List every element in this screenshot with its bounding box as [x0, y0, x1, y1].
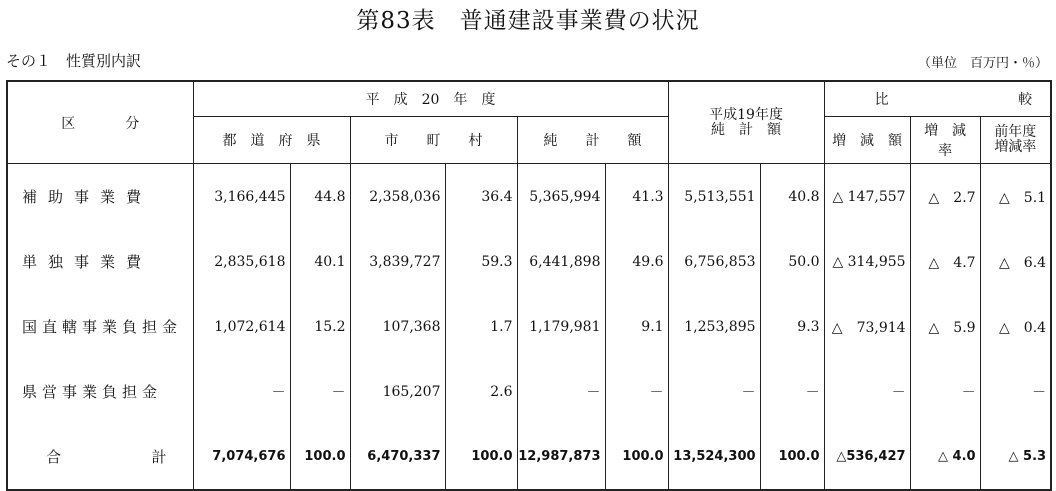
cell-muni-percent: 59.3: [445, 229, 517, 294]
cell-muni-percent: 2.6: [445, 359, 517, 424]
cell-h19-amount: 6,756,853: [668, 229, 760, 294]
cell-prev-rate: △ 6.4: [980, 229, 1051, 294]
row-label: 補助事業費: [7, 164, 193, 230]
table-row: [7, 359, 1051, 424]
page-title: 第83表 普通建設事業費の状況: [356, 8, 700, 34]
cell-pref-amount: 2,835,618: [193, 229, 290, 294]
table-subtitle: その１ 性質別内訳: [6, 52, 142, 70]
cell-net-amount: 1,179,981: [517, 294, 605, 359]
row-label: 単独事業費: [7, 229, 193, 294]
header-h19-line1: 平成19年度: [709, 106, 783, 123]
header-muni: 市 町 村: [350, 117, 517, 164]
header-h19-group: [668, 81, 824, 164]
header-compare-left: 比: [874, 92, 889, 108]
cell-muni-percent: 36.4: [445, 164, 517, 230]
total-label-left: 合: [46, 448, 62, 466]
row-label: 県営事業負担金: [7, 359, 193, 424]
header-h19-line2: 純 計 額: [711, 121, 782, 138]
total-muni-amount: 6,470,337: [350, 424, 445, 490]
total-row: [7, 424, 1051, 490]
cell-muni-amount: 107,368: [350, 294, 445, 359]
header-diff: 増 減 額: [824, 117, 910, 164]
header-prev-rate: [980, 117, 1051, 164]
total-h19-percent: 100.0: [760, 424, 824, 490]
cell-h19-percent: 40.8: [760, 164, 824, 230]
cell-net-percent: －: [605, 359, 668, 424]
cell-prev-rate: △ 5.1: [980, 164, 1051, 230]
header-net: 純 計 額: [517, 117, 668, 164]
header-prev-rate-line1: 前年度: [994, 124, 1037, 140]
cell-prev-rate: △ 0.4: [980, 294, 1051, 359]
cell-net-percent: 41.3: [605, 164, 668, 230]
header-kubun: [7, 81, 193, 164]
total-diff: △536,427: [824, 424, 910, 490]
cell-h19-amount: －: [668, 359, 760, 424]
cell-pref-amount: 1,072,614: [193, 294, 290, 359]
total-pref-amount: 7,074,676: [193, 424, 290, 490]
header-kubun-right: 分: [125, 115, 140, 132]
cell-h19-amount: 5,513,551: [668, 164, 760, 230]
cell-net-percent: 9.1: [605, 294, 668, 359]
construction-cost-table: [6, 80, 1052, 491]
cell-muni-amount: 165,207: [350, 359, 445, 424]
header-rate: 増 減 率: [910, 117, 980, 164]
row-label: 国直轄事業負担金: [7, 294, 193, 359]
total-net-percent: 100.0: [605, 424, 668, 490]
cell-diff: △ 147,557: [824, 164, 910, 230]
cell-muni-amount: 2,358,036: [350, 164, 445, 230]
cell-rate: △ 2.7: [910, 164, 980, 230]
cell-net-percent: 49.6: [605, 229, 668, 294]
cell-net-amount: 6,441,898: [517, 229, 605, 294]
header-kubun-left: 区: [61, 115, 76, 132]
cell-prev-rate: －: [980, 359, 1051, 424]
header-compare-group: [824, 81, 1051, 117]
total-label-right: 計: [151, 448, 167, 466]
cell-muni-amount: 3,839,727: [350, 229, 445, 294]
header-compare-right: 較: [1018, 92, 1033, 108]
cell-h19-percent: －: [760, 359, 824, 424]
cell-pref-percent: 44.8: [290, 164, 350, 230]
cell-h19-amount: 1,253,895: [668, 294, 760, 359]
cell-pref-amount: －: [193, 359, 290, 424]
cell-h19-percent: 9.3: [760, 294, 824, 359]
table-row: [7, 164, 1051, 230]
cell-net-amount: 5,365,994: [517, 164, 605, 230]
cell-rate: －: [910, 359, 980, 424]
cell-rate: △ 5.9: [910, 294, 980, 359]
total-pref-percent: 100.0: [290, 424, 350, 490]
cell-pref-amount: 3,166,445: [193, 164, 290, 230]
total-muni-percent: 100.0: [445, 424, 517, 490]
total-prev-rate: △ 5.3: [980, 424, 1051, 490]
table-row: [7, 229, 1051, 294]
total-net-amount: 12,987,873: [517, 424, 605, 490]
cell-rate: △ 4.7: [910, 229, 980, 294]
header-h20-group: 平 成 20 年 度: [193, 81, 668, 117]
cell-pref-percent: 40.1: [290, 229, 350, 294]
cell-net-amount: －: [517, 359, 605, 424]
cell-pref-percent: 15.2: [290, 294, 350, 359]
cell-muni-percent: 1.7: [445, 294, 517, 359]
unit-note: （単位 百万円・％）: [917, 56, 1048, 71]
header-pref: 都 道 府 県: [193, 117, 350, 164]
cell-h19-percent: 50.0: [760, 229, 824, 294]
total-rate: △ 4.0: [910, 424, 980, 490]
table-row: [7, 294, 1051, 359]
total-label: [7, 424, 193, 490]
cell-diff: △ 314,955: [824, 229, 910, 294]
cell-diff: △ 73,914: [824, 294, 910, 359]
cell-diff: －: [824, 359, 910, 424]
total-h19-amount: 13,524,300: [668, 424, 760, 490]
cell-pref-percent: －: [290, 359, 350, 424]
header-prev-rate-line2: 増減率: [994, 139, 1037, 155]
